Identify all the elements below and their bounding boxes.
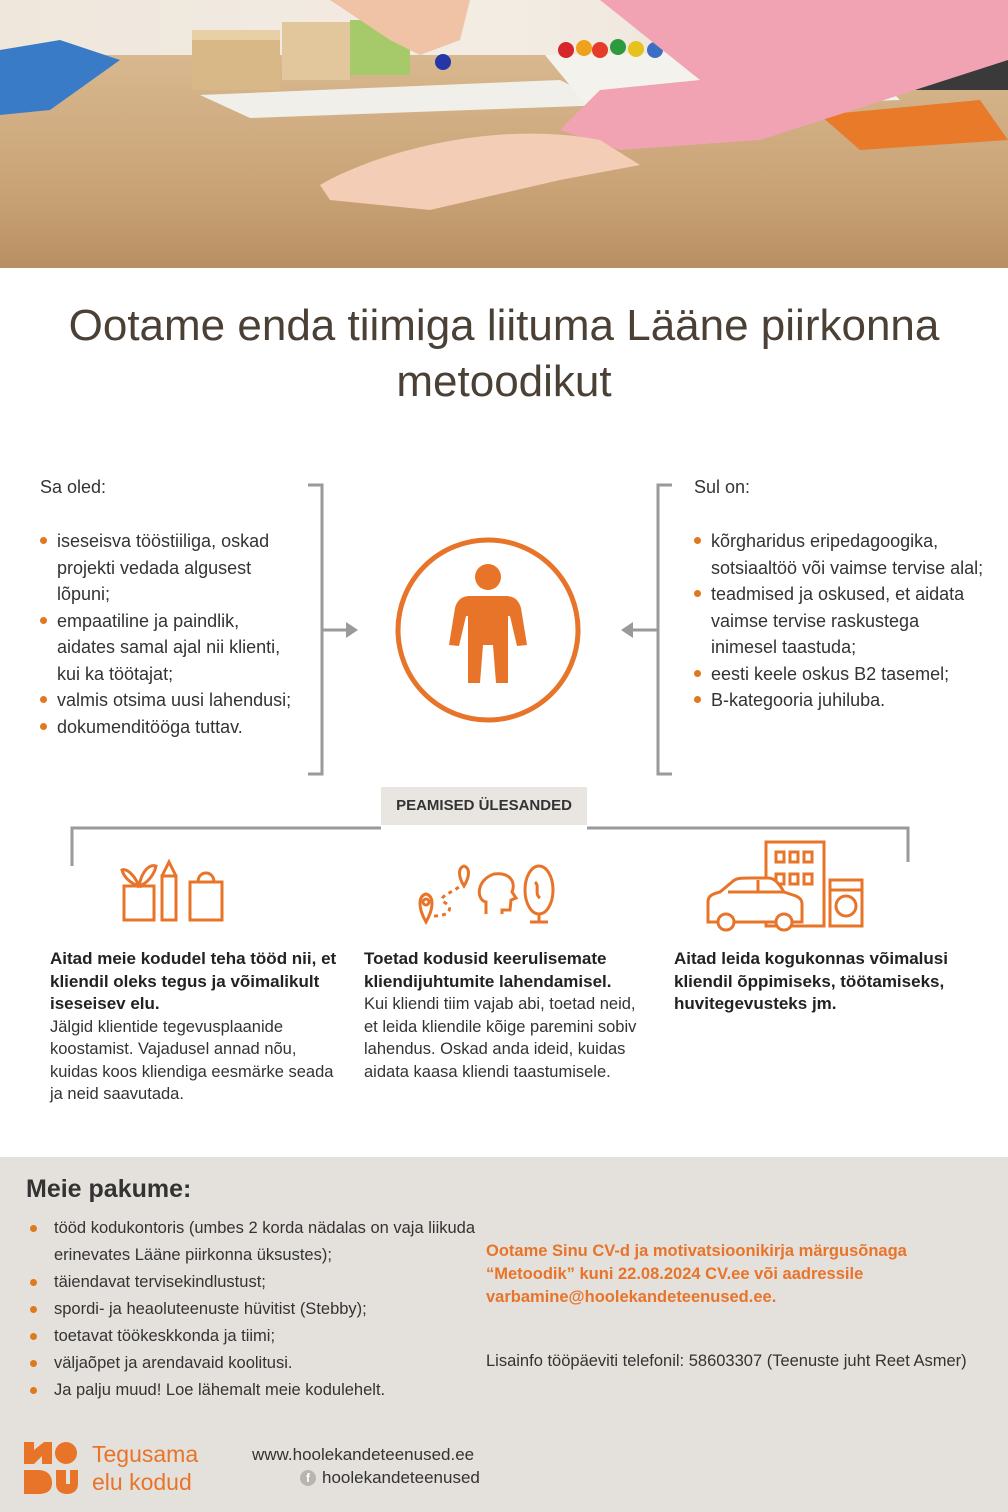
left-list — [40, 528, 302, 740]
list-item: tööd kodukontoris (umbes 2 korda nädalas on vaja liikuda erinevates Lääne piirkonna üksustes); — [30, 1215, 480, 1269]
right-pointing-arrow-icon — [346, 622, 358, 638]
logo-text: Tegusama elu kodud — [92, 1441, 199, 1495]
page-title: Ootame enda tiimiga liituma Lääne piirkonna metoodikut — [68, 301, 940, 406]
list-item: dokumenditööga tuttav. — [40, 714, 302, 741]
right-bracket — [658, 485, 672, 774]
right-list — [694, 528, 984, 714]
bullet-icon — [30, 1306, 37, 1313]
task-2 — [364, 948, 646, 1083]
list-item: täiendavat tervisekindlustust; — [30, 1269, 480, 1296]
list-item: empaatiline ja paindlik, aidates samal ajal nii klienti, kui ka töötajat; — [40, 608, 302, 688]
bullet-icon — [40, 537, 47, 544]
website-link[interactable]: www.hoolekandeteenused.ee — [252, 1445, 475, 1464]
daily-tasks-icon — [118, 858, 228, 924]
bullet-icon — [694, 537, 701, 544]
offer-list — [30, 1215, 480, 1404]
task-3 — [674, 948, 982, 1016]
person-icon — [398, 540, 578, 720]
left-heading: Sa oled: — [40, 477, 107, 497]
list-item: spordi- ja heaoluteenuste hüvitist (Stebby); — [30, 1296, 480, 1323]
task-2-text: Kui kliendi tiim vajab abi, toetad neid, et leida kliendile kõige paremini sobiv lahendus. Oskad anda ideid, kuidas aidata kaasa kliendi taastumisele. — [364, 995, 637, 1081]
bullet-icon — [694, 670, 701, 677]
bullet-icon — [40, 723, 47, 730]
application-call: Ootame Sinu CV-d ja motivatsioonikirja märgusõnaga “Metoodik” kuni 22.08.2024 CV.ee või aadressile varbamine@hoolekandeteenused.ee. — [486, 1242, 907, 1306]
list-item: iseseisva tööstiiliga, oskad projekti vedada algusest lõpuni; — [40, 528, 302, 608]
bullet-icon — [40, 617, 47, 624]
tasks-label: PEAMISED ÜLESANDED — [381, 787, 587, 825]
left-bracket — [308, 485, 322, 774]
hero-photo — [0, 0, 1008, 268]
bullet-icon — [40, 696, 47, 703]
community-icon — [702, 838, 868, 932]
bullet-icon — [30, 1279, 37, 1286]
list-item: kõrgharidus eripedagoogika, sotsiaaltöö või vaimse tervise alal; — [694, 528, 984, 581]
kodu-logo-icon — [22, 1440, 80, 1496]
list-item: B-kategooria juhiluba. — [694, 687, 984, 714]
task-2-heading: Toetad kodusid keerulisemate kliendijuhtumite lahendamisel. — [364, 949, 612, 991]
bullet-icon — [30, 1360, 37, 1367]
list-item: Ja palju muud! Loe lähemalt meie kodulehelt. — [30, 1377, 480, 1404]
task-3-heading: Aitad leida kogukonnas võimalusi kliendil õppimiseks, töötamiseks, huvitegevusteks jm. — [674, 949, 948, 1013]
list-item: valmis otsima uusi lahendusi; — [40, 687, 302, 714]
list-item: väljaõpet ja arendavaid koolitusi. — [30, 1350, 480, 1377]
task-1-text: Jälgid klientide tegevusplaanide koostamist. Vajadusel annad nõu, kuidas koos kliendiga eesmärke seada ja neid saavutada. — [50, 1017, 334, 1103]
bullet-icon — [694, 696, 701, 703]
list-item: teadmised ja oskused, et aidata vaimse tervise raskustega inimesel taastuda; — [694, 581, 984, 661]
bullet-icon — [694, 590, 701, 597]
task-1 — [50, 948, 342, 1106]
right-heading: Sul on: — [694, 477, 751, 497]
facebook-link[interactable]: f hoolekandeteenused — [300, 1468, 480, 1488]
route-people-icon — [414, 860, 560, 930]
contact-info: Lisainfo tööpäeviti telefonil: 58603307 (Teenuste juht Reet Asmer) — [486, 1352, 967, 1370]
bullet-icon — [30, 1225, 37, 1232]
list-item: toetavat töökeskkonda ja tiimi; — [30, 1323, 480, 1350]
list-item: eesti keele oskus B2 tasemel; — [694, 661, 984, 688]
bullet-icon — [30, 1333, 37, 1340]
left-pointing-arrow-icon — [621, 622, 633, 638]
task-1-heading: Aitad meie kodudel teha tööd nii, et kliendil oleks tegus ja võimalikult iseseisev elu. — [50, 949, 337, 1013]
bullet-icon — [30, 1387, 37, 1394]
offer-heading: Meie pakume: — [26, 1175, 192, 1203]
facebook-icon: f — [300, 1470, 316, 1486]
